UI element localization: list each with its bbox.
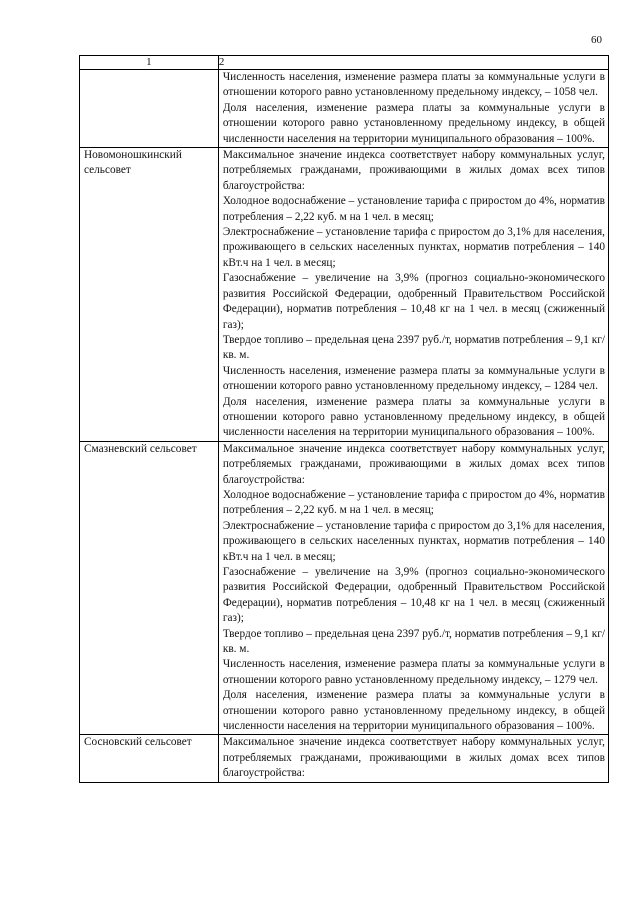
table-row bbox=[80, 441, 609, 735]
page-number: 60 bbox=[591, 34, 602, 46]
description-paragraph: Холодное водоснабжение – установление тарифа с приростом до 4%, норматив потребления – 2,22 куб. м на 1 чел. в месяц; bbox=[222, 195, 605, 223]
description-paragraph: Электроснабжение – установление тарифа с приростом до 3,1% для населения, проживающего в сельских населенных пунктах, норматив потребления – 140 кВт.ч на 1 чел. в месяц; bbox=[222, 519, 605, 563]
description-cell bbox=[218, 441, 608, 735]
description-cell bbox=[218, 70, 608, 148]
table-row bbox=[80, 148, 609, 442]
description-paragraph: Доля населения, изменение размера платы за коммунальные услуги в отношении которого равно установленному предельному индексу, в общей численности населения на территории муниципального образования – 100%. bbox=[222, 689, 605, 733]
municipality-cell bbox=[80, 441, 219, 735]
description-paragraph: Газоснабжение – увеличение на 3,9% (прогноз социально-экономического развития Российской Федерации, одобренный Правительством Российской Федерации), норматив потребления – 10,48 кг на 1 чел. в месяц (сжиженный газ); bbox=[222, 272, 605, 331]
table-header-row bbox=[80, 56, 609, 70]
description-paragraph: Максимальное значение индекса соответствует набору коммунальных услуг, потребляемых гражданами, проживающими в жилых домах всех типов благоустройства: bbox=[222, 149, 605, 192]
municipality-cell bbox=[80, 735, 219, 782]
municipality-cell bbox=[80, 148, 219, 442]
description-paragraph: Численность населения, изменение размера платы за коммунальные услуги в отношении которого равно установленному предельному индексу, – 1279 чел. bbox=[222, 658, 605, 686]
description-paragraph: Максимальное значение индекса соответствует набору коммунальных услуг, потребляемых гражданами, проживающими в жилых домах всех типов благоустройства: bbox=[222, 736, 605, 780]
description-cell bbox=[218, 148, 608, 442]
table-row bbox=[80, 735, 609, 782]
description-paragraph: Газоснабжение – увеличение на 3,9% (прогноз социально-экономического развития Российской Федерации, одобренный Правительством Российской Федерации), норматив потребления – 10,48 кг на 1 чел. в месяц (сжиженный газ); bbox=[222, 566, 605, 625]
municipality-cell bbox=[80, 70, 219, 148]
municipality-name: Смазневский сельсовет bbox=[84, 442, 197, 455]
description-paragraph: Максимальное значение индекса соответствует набору коммунальных услуг, потребляемых гражданами, проживающими в жилых домах всех типов благоустройства: bbox=[222, 442, 605, 486]
column-header-2: 2 bbox=[218, 56, 608, 70]
municipality-name: Новомоношкинский сельсовет bbox=[84, 149, 182, 177]
description-paragraph: Численность населения, изменение размера платы за коммунальные услуги в отношении которого равно установленному предельному индексу, – 1058 чел. bbox=[222, 71, 605, 99]
municipality-name: Сосновский сельсовет bbox=[84, 736, 192, 749]
table-row bbox=[80, 70, 609, 148]
description-paragraph: Твердое топливо – предельная цена 2397 руб./т, норматив потребления – 9,1 кг/кв. м. bbox=[222, 627, 605, 656]
description-paragraph: Численность населения, изменение размера платы за коммунальные услуги в отношении которого равно установленному предельному индексу, – 1284 чел. bbox=[222, 364, 605, 393]
data-table bbox=[79, 55, 609, 783]
description-cell bbox=[218, 735, 608, 782]
description-paragraph: Электроснабжение – установление тарифа с приростом до 3,1% для населения, проживающего в сельских населенных пунктах, норматив потребления – 140 кВт.ч на 1 чел. в месяц; bbox=[222, 226, 605, 269]
description-paragraph: Холодное водоснабжение – установление тарифа с приростом до 4%, норматив потребления – 2,22 куб. м на 1 чел. в месяц; bbox=[222, 488, 605, 517]
column-header-1: 1 bbox=[80, 56, 219, 70]
description-paragraph: Доля населения, изменение размера платы за коммунальные услуги в отношении которого равно установленному предельному индексу, в общей численности населения на территории муниципального образования – 100%. bbox=[222, 101, 605, 145]
description-paragraph: Твердое топливо – предельная цена 2397 руб./т, норматив потребления – 9,1 кг/кв. м. bbox=[222, 333, 605, 362]
description-paragraph: Доля населения, изменение размера платы за коммунальные услуги в отношении которого равно установленному предельному индексу, в общей численности населения на территории муниципального образования – 100%. bbox=[222, 395, 605, 439]
